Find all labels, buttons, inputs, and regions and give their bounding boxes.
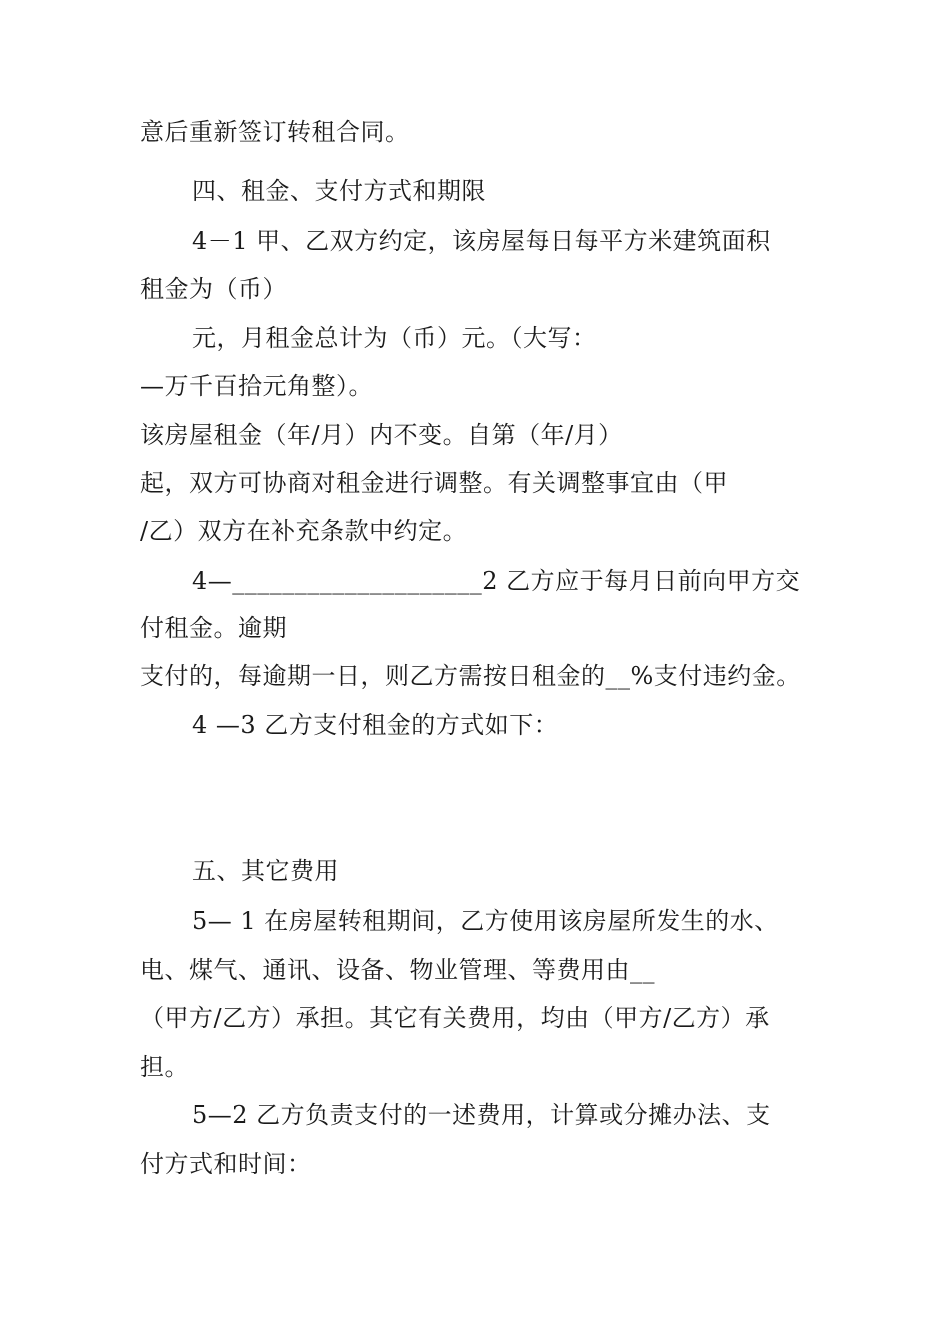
clause-5-1-line-2: 电、煤气、通讯、设备、物业管理、等费用由__ [140,956,655,984]
clause-4-1-line-2: 租金为（币） [140,275,287,303]
clause-5-1-line-1: 5— 1 在房屋转租期间，乙方使用该房屋所发生的水、 [192,907,779,935]
clause-4-2-line-3: 支付的，每逾期一日，则乙方需按日租金的__%支付违约金。 [140,662,801,690]
section-heading-other-fees: 五、其它费用 [192,857,339,885]
clause-4-1-line-3: 元，月租金总计为（币）元。（大写： [192,324,597,352]
clause-4-1-line-7: /乙）双方在补充条款中约定。 [140,517,468,545]
clause-5-2-line-2: 付方式和时间： [140,1150,312,1178]
clause-5-2-line-1: 5—2 乙方负责支付的一述费用，计算或分摊办法、支 [192,1101,771,1129]
clause-4-1-line-5: 该房屋租金（年/月）内不变。自第（年/月） [140,421,623,449]
clause-5-1-line-3: （甲方/乙方）承担。其它有关费用，均由（甲方/乙方）承 [140,1004,770,1032]
section-heading-rent-payment: 四、租金、支付方式和期限 [192,177,486,205]
clause-5-1-line-4: 担。 [140,1053,189,1081]
clause-4-2-line-2: 付租金。逾期 [140,614,287,642]
clause-4-1-line-4: —万千百拾元角整）。 [140,372,373,400]
text-line-contract-resign: 意后重新签订转租合同。 [140,118,410,146]
clause-4-2-line-1: 4—____________________2 乙方应于每月日前向甲方交 [192,567,801,595]
clause-4-3-line-1: 4 —3 乙方支付租金的方式如下： [192,711,559,739]
clause-4-1-line-6: 起，双方可协商对租金进行调整。有关调整事宜由（甲 [140,469,728,497]
clause-4-1-line-1: 4－1 甲、乙双方约定，该房屋每日每平方米建筑面积 [192,227,771,255]
